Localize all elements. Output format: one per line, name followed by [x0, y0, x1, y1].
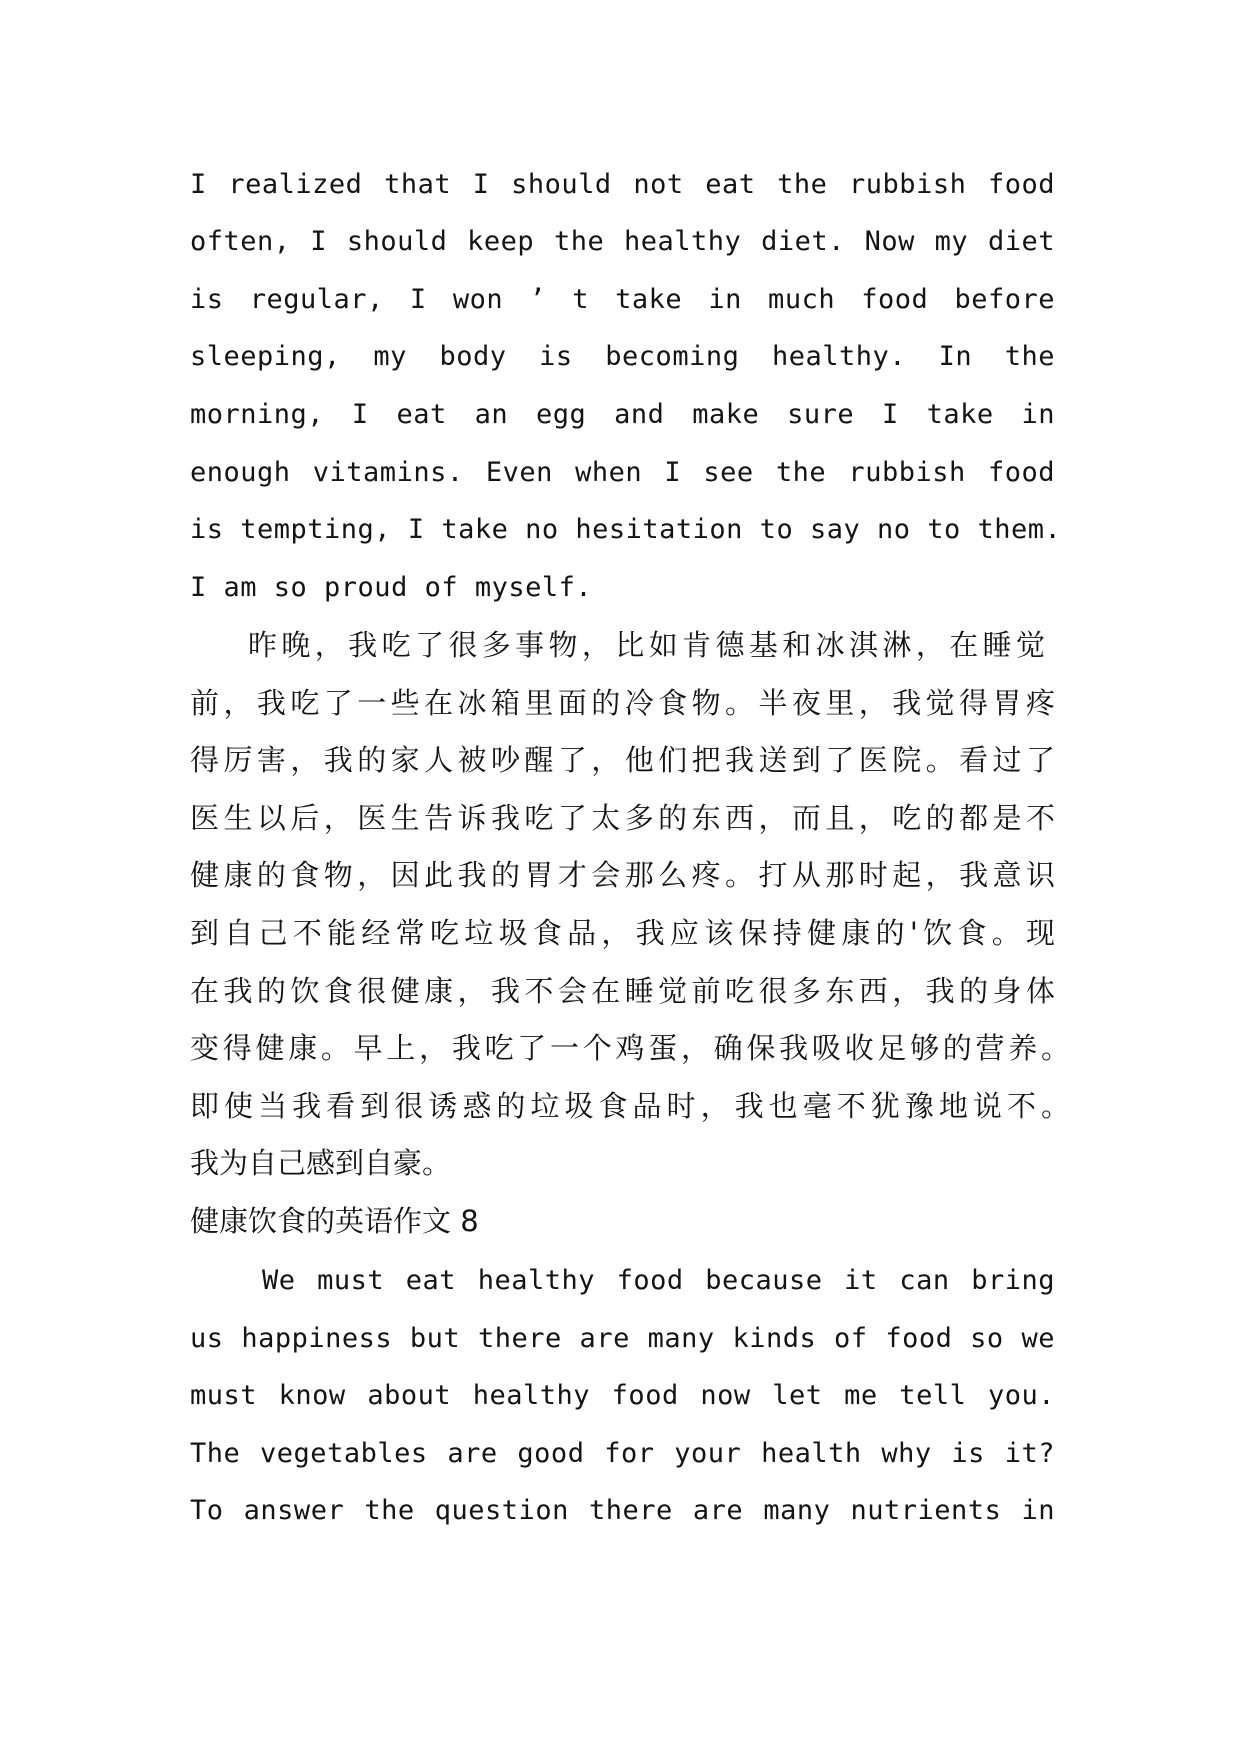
- text-line: us happiness but there are many kinds of food so we: [190, 1323, 1055, 1354]
- text-line: I realized that I should not eat the rubbish food: [190, 169, 1055, 200]
- text-line: often, I should keep the healthy diet. Now my diet: [190, 226, 1055, 257]
- text-line: 得厉害，我的家人被吵醒了，他们把我送到了医院。看过了: [190, 743, 1055, 777]
- text-line: is regular, I won ’ t take in much food before: [190, 284, 1055, 315]
- text-line: 即使当我看到很诱惑的垃圾食品时，我也毫不犹豫地说不。: [190, 1089, 1070, 1123]
- text-line: 健康的食物，因此我的胃才会那么疼。打从那时起，我意识: [190, 858, 1055, 892]
- text-line: 在我的饮食很健康，我不会在睡觉前吃很多东西，我的身体: [190, 974, 1055, 1008]
- text-line: 前，我吃了一些在冰箱里面的冷食物。半夜里，我觉得胃疼: [190, 686, 1055, 720]
- text-line: must know about healthy food now let me tell you.: [190, 1380, 1055, 1411]
- text-line: 医生以后，医生告诉我吃了太多的东西，而且，吃的都是不: [190, 801, 1055, 835]
- text-line: 到自己不能经常吃垃圾食品，我应该保持健康的'饮食。现: [190, 916, 1055, 950]
- text-line: We must eat healthy food because it can bring: [262, 1265, 1055, 1296]
- text-line: I am so proud of myself.: [190, 572, 593, 603]
- text-line: To answer the question there are many nutrients in: [190, 1495, 1055, 1526]
- text-line: morning, I eat an egg and make sure I take in: [190, 399, 1055, 430]
- text-line: The vegetables are good for your health why is it?: [190, 1438, 1055, 1469]
- text-line: 变得健康。早上，我吃了一个鸡蛋，确保我吸收足够的营养。: [190, 1031, 1070, 1065]
- text-line: 我为自己感到自豪。: [190, 1146, 452, 1180]
- text-line: enough vitamins. Even when I see the rubbish food: [190, 457, 1055, 488]
- section-heading: 健康饮食的英语作文 8: [190, 1204, 479, 1238]
- text-line: sleeping, my body is becoming healthy. In the: [190, 341, 1055, 372]
- text-line: is tempting, I take no hesitation to say no to them.: [190, 514, 1062, 545]
- text-line: 昨晚，我吃了很多事物，比如肯德基和冰淇淋，在睡觉: [248, 628, 1045, 662]
